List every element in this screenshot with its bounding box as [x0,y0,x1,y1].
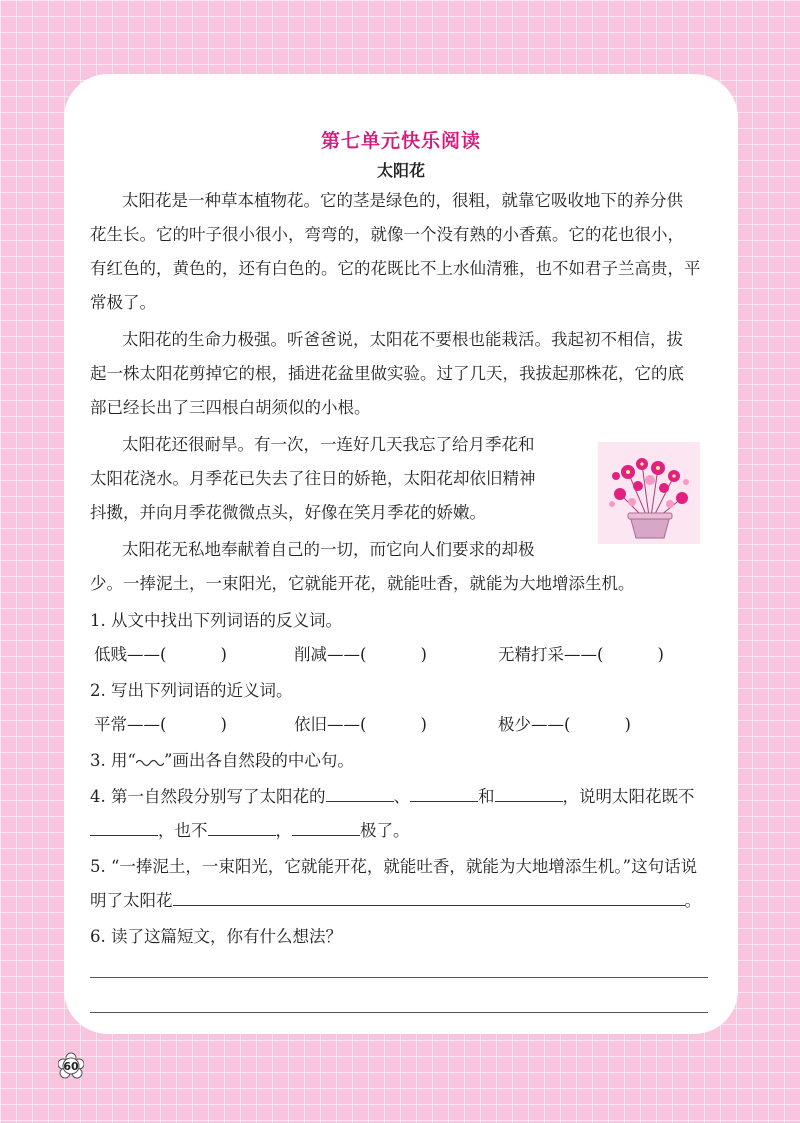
answer-blank[interactable] [208,820,276,836]
passage-line: 常极了。 [90,293,156,312]
passage-line: 抖擞，并向月季花微微点头，好像在笑月季花的娇嫩。 [90,503,486,522]
flower-pot-icon [598,442,700,544]
q4-text-c: ，也不 [158,821,208,840]
item-close: ) [657,645,664,664]
question-1-item-1 [94,644,227,666]
passage-line: 起一株太阳花剪掉它的根，插进花盆里做实验。过了几天，我拔起那株花，它的底 [90,364,684,383]
passage-line: 太阳花无私地奉献着自己的一切，而它向人们要求的却极 [122,540,535,559]
passage-line: 太阳花的生命力极强。听爸爸说，太阳花不要根也能栽活。我起初不相信，拔 [122,330,683,349]
q5-end: 。 [684,891,701,910]
question-2-item-1 [94,714,227,736]
item-label: 无精打采——( [498,645,604,664]
item-label: 削减——( [294,645,367,664]
q5-text: 明了太阳花 [90,891,173,910]
passage-line: 太阳花是一种草本植物花。它的茎是绿色的，很粗，就靠它吸收地下的养分供 [122,191,683,210]
item-close: ) [420,715,427,734]
page-number: 60 [63,1060,79,1073]
question-2-prompt: 2. 写出下列词语的近义词。 [90,681,293,700]
q4-sep: 、 [393,787,410,806]
item-close: ) [420,645,427,664]
q4-text-b: ，说明太阳花既不 [562,787,695,806]
question-4-line-2 [90,820,410,842]
q4-text-d: ， [275,821,292,840]
item-close: ) [220,715,227,734]
answer-blank[interactable] [90,820,158,836]
item-close: ) [220,645,227,664]
item-label: 平常——( [94,715,167,734]
question-5-line-2 [90,890,701,912]
question-5-line-1: 5. “一捧泥土，一束阳光，它就能开花，就能吐香，就能为大地增添生机。”这句话说 [90,857,698,876]
page-number-badge [58,1052,84,1082]
passage-line: 太阳花浇水。月季花已失去了往日的娇艳，太阳花却依旧精神 [90,469,536,488]
passage-line: 花生长。它的叶子很小很小，弯弯的，就像一个没有熟的小香蕉。它的花也很小， [90,225,684,244]
passage-line: 部已经长出了三四根白胡须似的小根。 [90,398,371,417]
passage-line: 少。一捧泥土，一束阳光，它就能开花，就能吐香，就能为大地增添生机。 [90,574,635,593]
question-2-item-2 [294,714,427,736]
question-4-line-1 [90,786,695,808]
question-6-prompt: 6. 读了这篇短文，你有什么想法？ [90,927,342,946]
answer-blank[interactable] [410,786,478,802]
question-1-item-3 [498,644,664,666]
question-3 [90,750,354,772]
q3-after: ”画出各自然段的中心句。 [163,751,354,770]
q4-text-e: 极了。 [360,821,410,840]
item-label: 极少——( [498,715,571,734]
answer-blank[interactable] [292,820,360,836]
question-2-item-3 [498,714,631,736]
question-1-prompt: 1. 从文中找出下列词语的反义词。 [90,611,342,630]
answer-blank[interactable] [173,890,685,906]
passage-line: 太阳花还很耐旱。有一次，一连好几天我忘了给月季花和 [122,435,535,454]
answer-blank[interactable] [495,786,563,802]
answer-line[interactable] [90,1012,708,1013]
page-title: 第七单元快乐阅读 [320,130,481,152]
worksheet-card [64,74,738,1034]
item-label: 低贱——( [94,645,167,664]
passage-title: 太阳花 [376,161,425,180]
q4-text-a: 4. 第一自然段分别写了太阳花的 [90,787,326,806]
q3-before: 3. 用“ [90,751,136,770]
answer-line[interactable] [90,977,708,978]
flower-pot-illustration [598,442,700,544]
question-1-item-2 [294,644,427,666]
passage-line: 有红色的，黄色的，还有白色的。它的花既比不上水仙清雅，也不如君子兰高贵，平 [90,259,701,278]
q4-and: 和 [478,787,495,806]
item-close: ) [624,715,631,734]
wavy-line-icon [136,756,164,766]
answer-blank[interactable] [326,786,394,802]
item-label: 依旧——( [294,715,367,734]
